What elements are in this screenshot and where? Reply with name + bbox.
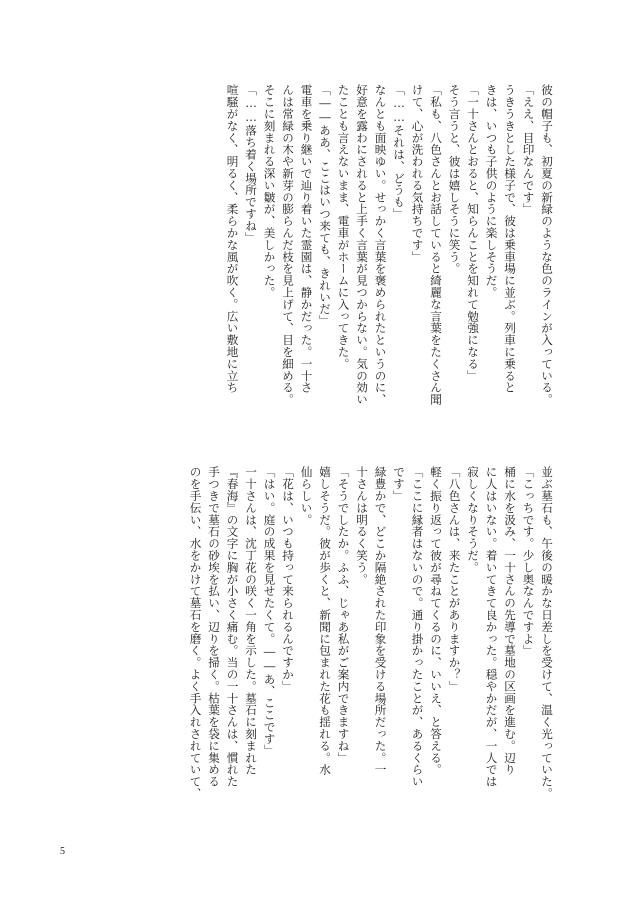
text-column: 嬉しそうだ。彼が歩くと、新聞に包まれた花も揺れる。水 (318, 466, 332, 776)
text-column: 「一十さんとおると、知らんことを知れて勉強になる」 (466, 84, 480, 382)
text-column: 電車を乗り継いで辿り着いた霊園は、静かだった。一十さ (299, 84, 314, 394)
text-column: 並ぶ墓石も、午後の暖かな日差しを受けて、温く光っていた。 (540, 466, 554, 800)
text-column: 手つきで墓石の砂埃を払い、辺りを掃く。枯葉を袋に集める (207, 466, 221, 788)
text-column: に人はいない。着いてきて良かった。穏やかだが、一人では (484, 466, 499, 788)
text-column: 「花は、いつも持って来られるんですか」 (281, 466, 295, 693)
text-column: 桶に水を汲み、一十さんの先導で墓地の区画を進む。辺り (503, 466, 517, 776)
text-column: 仙らしい。 (299, 466, 314, 526)
text-column: 「はい。庭の成果を見せたくて。――あ、ここです」 (262, 466, 277, 757)
text-column: んは常緑の木や新芽の膨らんだ枝を見上げて、目を細める。 (281, 84, 295, 406)
text-column: 「こっちです。少し奥なんですよ」 (521, 466, 536, 657)
text-column: 好意を露わにされると上手く言葉が見つからない。気の効い (355, 84, 369, 406)
text-column: のを手伝い、水をかけて墓石を磨く。よく手入れされていて、 (188, 466, 203, 800)
text-column: きは、いつも子供のように楽しそうだ。 (484, 84, 499, 299)
text-column: 「ここに縁者はないので。通り掛かったことが、あるくらい (410, 466, 425, 788)
text-column: たことも言えないまま、電車がホームに入ってきた。 (336, 84, 351, 370)
text-column: 「……落ち着く場所ですね」 (244, 84, 258, 244)
text-column: そう言うと、彼は嬉しそうに笑う。 (447, 84, 462, 275)
text-column: 十さんは明るく笑う。 (355, 466, 369, 585)
text-column: 一十さんは、沈丁花の咲く一角を示した。墓石に刻まれた (244, 466, 258, 776)
text-column: 「ええ、目印なんです」 (521, 84, 536, 215)
text-column: です」 (392, 466, 406, 502)
text-column: 軽く振り返って彼が尋ねてくるのに、いいえ、と答える。 (429, 466, 443, 776)
text-column: 「八色さんは、来たことがありますか？」 (447, 466, 462, 693)
text-column: 寂しくなりそうだ。 (466, 466, 480, 574)
text-column: 「……それは、どうも」 (392, 84, 406, 220)
upper-text-block (76, 84, 556, 434)
text-column: けて、心が洗われる気持ちです」 (410, 84, 425, 263)
text-column: 緑豊かで、どこか隔絶された印象を受ける場所だった。一 (373, 466, 388, 776)
lower-text-block (76, 466, 556, 818)
text-column: 喧騒がなく、明るく、柔らかな風が吹く。広い敷地に立ち (225, 84, 240, 394)
text-column: 「――ああ、ここはいつ来ても、きれいだ」 (318, 84, 332, 327)
text-column: そこに刻まれる深い皺が、美しかった。 (262, 84, 277, 299)
text-column: なんとも面映ゆい。せっかく言葉を褒められたというのに、 (373, 84, 388, 406)
text-column: 「私も、八色さんとお話していると綺麗な言葉をたくさん聞 (429, 84, 443, 406)
text-column: 彼の帽子も、初夏の新緑のような色のラインが入っている。 (540, 84, 554, 406)
text-column: うきうきとした様子で、彼は乗車場に並ぶ。列車に乗ると (503, 84, 517, 394)
page-number: 5 (60, 846, 65, 857)
text-column: 「そうでしたか。ふふ、じゃあ私がご案内できますね」 (336, 466, 351, 764)
text-column: 『春海』の文字に胸が小さく痛む。当の一十さんは、慣れた (225, 466, 240, 788)
